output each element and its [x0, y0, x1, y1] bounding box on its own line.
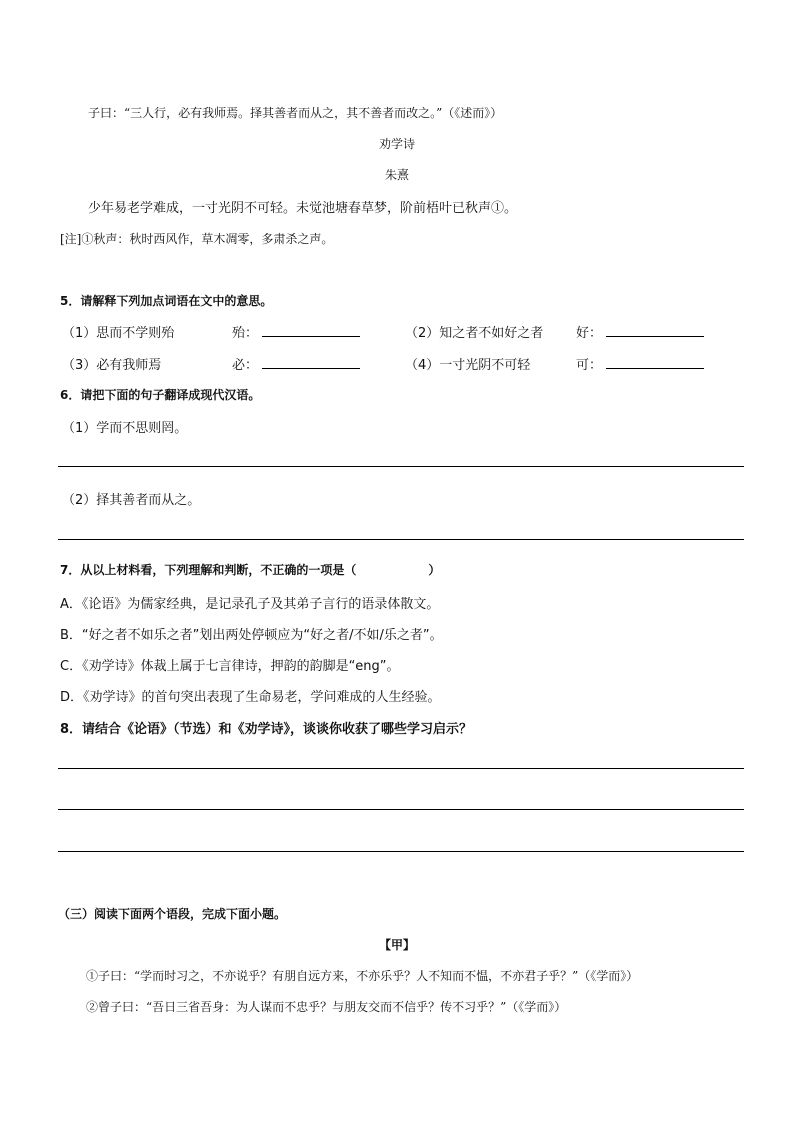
- q8-answer-line-2[interactable]: [58, 809, 744, 810]
- q7-option-c: C．《劝学诗》体裁上属于七言律诗，押韵的韵脚是“eng”。: [60, 659, 400, 674]
- q7-title-close: ）: [428, 563, 441, 577]
- poem-title: 劝学诗: [378, 137, 415, 151]
- q5-word-3: 必：: [232, 358, 259, 373]
- q7-option-b: B．“好之者不如乐之者”划出两处停顿应为“好之者/不如/乐之者”。: [60, 628, 443, 643]
- q6-item-1: （1）学而不思则罔。: [62, 421, 188, 436]
- section-3-line-1: ①子曰：“学而时习之，不亦说乎？有朋自远方来，不亦乐乎？人不知而不愠，不亦君子乎？”（《学而》）: [86, 969, 639, 983]
- q5-answer-4: [576, 354, 704, 373]
- q5-blank-1[interactable]: [262, 324, 360, 337]
- q5-blank-2[interactable]: [606, 324, 704, 337]
- q8-answer-line-1[interactable]: [58, 768, 744, 769]
- q6-answer-line-2[interactable]: [58, 539, 744, 540]
- poem-text: 少年易老学难成，一寸光阴不可轻。未觉池塘春草梦，阶前梧叶已秋声①。: [88, 201, 518, 216]
- q8-answer-line-3[interactable]: [58, 851, 744, 852]
- question-7-title: [60, 561, 440, 578]
- question-8-title: 8．请结合《论语》（节选）和《劝学诗》，谈谈你收获了哪些学习启示？: [60, 722, 473, 737]
- q5-item-2: （2）知之者不如好之者: [405, 326, 544, 341]
- poem-note: [注]①秋声：秋时西风作，草木凋零，多肃杀之声。: [60, 232, 334, 246]
- q5-item-4: （4）一寸光阴不可轻: [405, 358, 531, 373]
- q7-option-d: D．《劝学诗》的首句突出表现了生命易老，学问难成的人生经验。: [60, 690, 441, 705]
- section-3-title: （三）阅读下面两个语段，完成下面小题。: [58, 907, 287, 921]
- section-3-line-2: ②曾子曰：“吾日三省吾身：为人谋而不忠乎？与朋友交而不信乎？传不习乎？”（《学而》）: [86, 1000, 567, 1014]
- q5-blank-3[interactable]: [262, 356, 360, 369]
- q5-word-1: 殆：: [232, 326, 259, 341]
- q5-word-2: 好：: [576, 326, 603, 341]
- q5-answer-3: [232, 354, 360, 373]
- q5-answer-1: [232, 322, 360, 341]
- q5-blank-4[interactable]: [606, 356, 704, 369]
- q7-title-text: 7．从以上材料看，下列理解和判断，不正确的一项是（: [60, 563, 357, 577]
- question-5-title: 5．请解释下列加点词语在文中的意思。: [60, 294, 273, 308]
- q5-answer-2: [576, 322, 704, 341]
- analects-quote: 子曰：“三人行，必有我师焉。择其善者而从之，其不善者而改之。”（《述而》）: [88, 106, 503, 120]
- section-jia-label: 【甲】: [378, 938, 415, 952]
- q7-option-a: A．《论语》为儒家经典，是记录孔子及其弟子言行的语录体散文。: [60, 597, 440, 612]
- question-6-title: 6．请把下面的句子翻译成现代汉语。: [60, 388, 261, 402]
- q5-item-1: （1）思而不学则殆: [62, 326, 175, 341]
- q5-item-3: （3）必有我师焉: [62, 358, 162, 373]
- q5-word-4: 可：: [576, 358, 603, 373]
- poem-author: 朱熹: [384, 168, 409, 182]
- q6-answer-line-1[interactable]: [58, 466, 744, 467]
- q6-item-2: （2）择其善者而从之。: [62, 493, 201, 508]
